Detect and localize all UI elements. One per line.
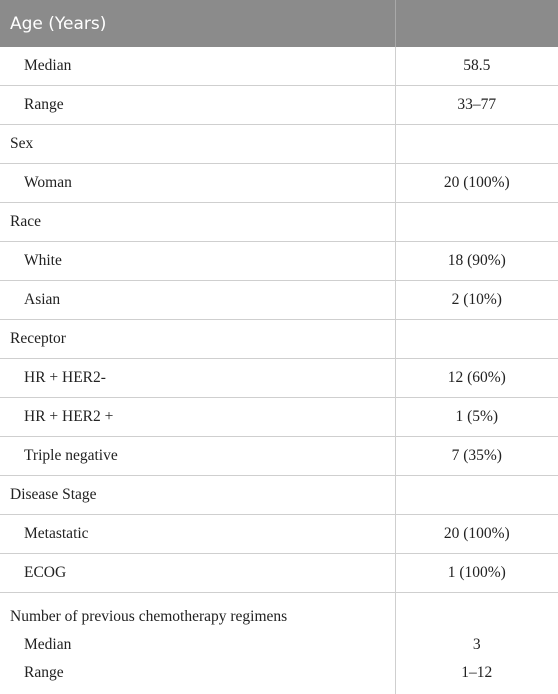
table-row — [0, 398, 558, 437]
row-value: 3 — [396, 631, 558, 659]
row-label: Asian — [0, 281, 395, 320]
table-row — [0, 476, 558, 515]
row-value: 12 (60%) — [395, 359, 558, 398]
row-value: 33–77 — [395, 86, 558, 125]
row-label: HR + HER2- — [0, 359, 395, 398]
row-value: 2 (10%) — [395, 281, 558, 320]
row-label: ECOG — [0, 554, 395, 593]
row-label: White — [0, 242, 395, 281]
category-label: Number of previous chemotherapy regimens — [10, 603, 395, 631]
chemo-regimens-cell — [0, 593, 395, 694]
category-label: Disease Stage — [0, 476, 395, 515]
table-row — [0, 437, 558, 476]
row-label: Range — [10, 659, 395, 687]
row-label: Triple negative — [0, 437, 395, 476]
table-row — [0, 242, 558, 281]
row-label: Woman — [0, 164, 395, 203]
table-row — [0, 164, 558, 203]
row-value: 20 (100%) — [395, 164, 558, 203]
table-row — [0, 554, 558, 593]
header-value — [395, 0, 558, 47]
table-row — [0, 359, 558, 398]
header-row — [0, 0, 558, 47]
table-row — [0, 320, 558, 359]
row-label: Median — [10, 631, 395, 659]
category-label: Race — [0, 203, 395, 242]
table-row — [0, 125, 558, 164]
table-row-chemo-regimens — [0, 593, 558, 694]
row-label: Metastatic — [0, 515, 395, 554]
category-label: Receptor — [0, 320, 395, 359]
table-row — [0, 86, 558, 125]
row-value: 1 (100%) — [395, 554, 558, 593]
row-value — [395, 476, 558, 515]
table-row — [0, 203, 558, 242]
chemo-regimens-values — [395, 593, 558, 694]
category-label: Sex — [0, 125, 395, 164]
row-value — [395, 320, 558, 359]
table-row — [0, 281, 558, 320]
row-label: HR + HER2 + — [0, 398, 395, 437]
header-age-years: Age (Years) — [0, 0, 395, 47]
row-label: Range — [0, 86, 395, 125]
row-value: 58.5 — [395, 47, 558, 86]
row-value — [395, 125, 558, 164]
row-value — [395, 203, 558, 242]
row-label: Median — [0, 47, 395, 86]
row-value: 1 (5%) — [395, 398, 558, 437]
row-value: 18 (90%) — [395, 242, 558, 281]
table-row — [0, 47, 558, 86]
row-value: 7 (35%) — [395, 437, 558, 476]
table-row — [0, 515, 558, 554]
row-value: 1–12 — [396, 659, 558, 687]
row-value: 20 (100%) — [395, 515, 558, 554]
